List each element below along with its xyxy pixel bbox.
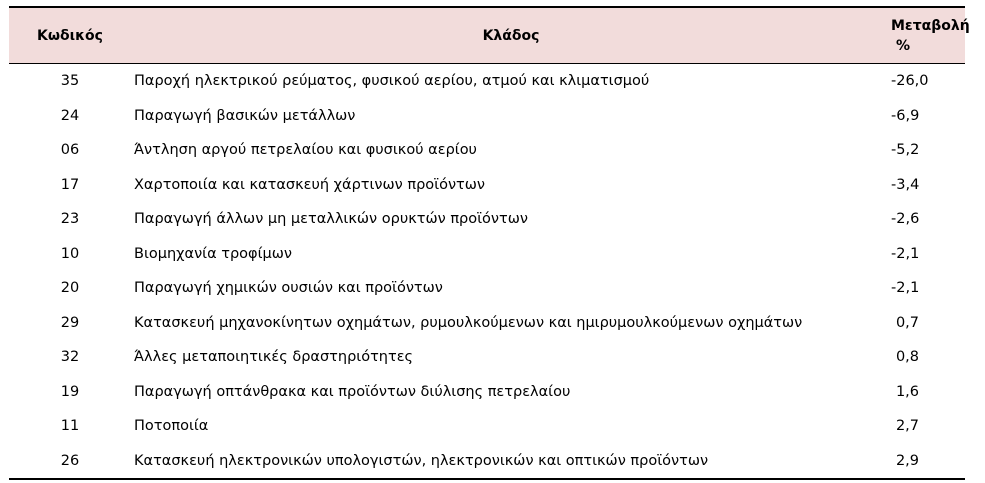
header-change-line1: Μεταβολή <box>891 17 970 34</box>
sector-change-table <box>9 6 970 480</box>
table-header <box>9 7 970 64</box>
row-sector: Ποτοποιία <box>134 418 209 435</box>
row-code: 29 <box>60 314 80 331</box>
row-code: 24 <box>60 107 80 124</box>
header-change <box>891 7 970 64</box>
table-row <box>9 444 965 480</box>
table-row <box>9 133 965 168</box>
row-sector: Βιομηχανία τροφίμων <box>134 245 292 262</box>
row-change: 1,6 <box>895 383 919 400</box>
header-code: Κωδικός <box>9 7 131 64</box>
row-change: -5,2 <box>891 142 920 159</box>
table-row <box>9 340 965 375</box>
row-code: 23 <box>60 211 80 228</box>
row-code: 26 <box>9 444 131 480</box>
table-row <box>9 271 965 306</box>
row-sector: Παραγωγή χημικών ουσιών και προϊόντων <box>134 280 443 297</box>
header-row <box>9 7 965 64</box>
row-change: 0,8 <box>895 349 919 366</box>
table-row <box>9 375 965 410</box>
row-sector: Άντληση αργού πετρελαίου και φυσικού αερίου <box>134 142 477 159</box>
row-sector: Κατασκευή ηλεκτρονικών υπολογιστών, ηλεκτρονικών και οπτικών προϊόντων <box>131 444 891 480</box>
row-code: 19 <box>60 383 80 400</box>
row-code: 06 <box>60 142 80 159</box>
row-sector: Παροχή ηλεκτρικού ρεύματος, φυσικού αερίου, ατμού και κλιματισμού <box>134 73 650 90</box>
row-sector: Παραγωγή βασικών μετάλλων <box>134 107 356 124</box>
row-code: 10 <box>60 245 80 262</box>
row-sector: Παραγωγή οπτάνθρακα και προϊόντων διύλισης πετρελαίου <box>134 383 571 400</box>
table-row <box>9 99 965 134</box>
row-code: 17 <box>60 176 80 193</box>
row-change: -2,1 <box>891 280 920 297</box>
row-code: 20 <box>60 280 80 297</box>
row-sector: Κατασκευή μηχανοκίνητων οχημάτων, ρυμουλκούμενων και ημιρυμουλκούμενων οχημάτων <box>134 314 803 331</box>
table-body <box>9 64 965 480</box>
row-change: -2,6 <box>891 211 920 228</box>
row-change: -2,1 <box>891 245 920 262</box>
row-change: 2,9 <box>891 444 965 480</box>
table-row <box>9 237 965 272</box>
row-change: -6,9 <box>891 107 920 124</box>
row-code: 35 <box>60 73 80 90</box>
row-change: -26,0 <box>891 73 929 90</box>
table-row <box>9 306 965 341</box>
row-change: 2,7 <box>895 418 919 435</box>
row-change: 0,7 <box>895 314 919 331</box>
row-change: -3,4 <box>891 176 920 193</box>
table-row <box>9 202 965 237</box>
row-code: 32 <box>60 349 80 366</box>
table-row <box>9 409 965 444</box>
row-sector: Χαρτοποιία και κατασκευή χάρτινων προϊόντων <box>134 176 486 193</box>
header-change-line2: % <box>895 37 910 54</box>
table-row <box>9 64 965 99</box>
table-row <box>9 168 965 203</box>
row-sector: Άλλες μεταποιητικές δραστηριότητες <box>134 349 414 366</box>
header-sector: Κλάδος <box>131 7 891 64</box>
sector-change-table-container <box>9 6 970 480</box>
row-code: 11 <box>60 418 80 435</box>
row-sector: Παραγωγή άλλων μη μεταλλικών ορυκτών προϊόντων <box>134 211 528 228</box>
